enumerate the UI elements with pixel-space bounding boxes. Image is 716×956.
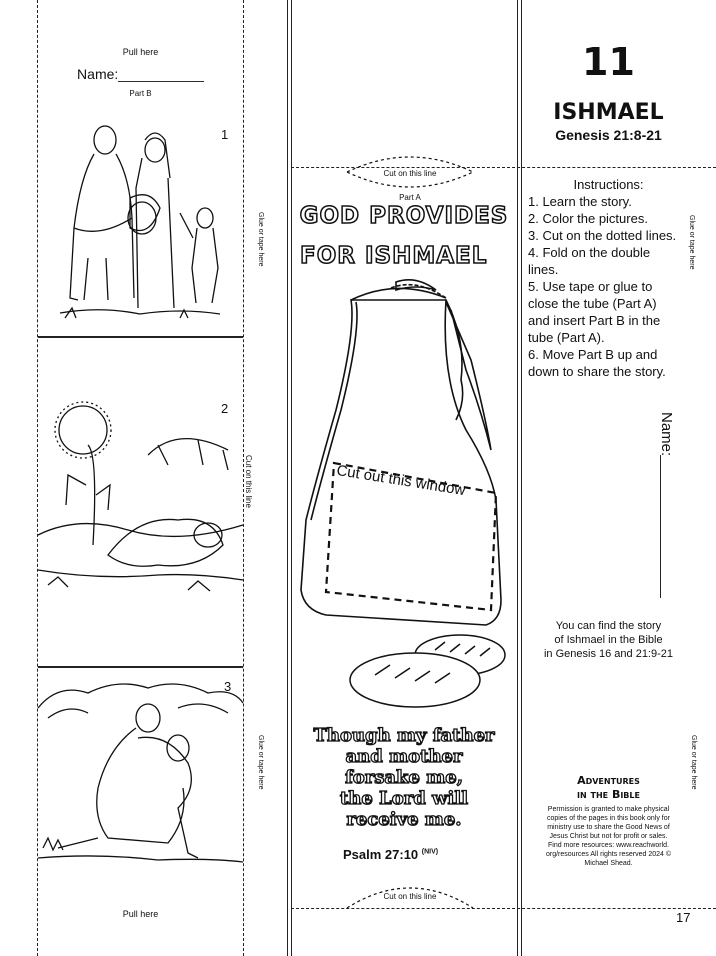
part-b-name-field: Name:___________: [77, 66, 204, 82]
verse-line-5: receive me.: [346, 809, 462, 830]
cut-line-label: Cut on this line: [244, 455, 253, 508]
find-story-line-1: You can find the story: [555, 620, 662, 632]
page-number: 17: [676, 910, 691, 925]
title-line-2: FOR ISHMAEL: [300, 243, 488, 269]
glue-here-label-1: Glue or tape here: [257, 212, 264, 267]
cover-glue-top-label: Glue or tape here: [688, 215, 695, 270]
glue-here-label-2: Glue or tape here: [257, 735, 264, 790]
instructions-list: [528, 193, 693, 380]
pull-here-top: Pull here: [122, 47, 159, 57]
memory-verse: [291, 725, 517, 830]
instruction-5d: tube (Part A).: [528, 330, 605, 345]
fold-line-left-1: [287, 0, 288, 956]
brand-line-1: Adventures: [577, 774, 640, 787]
instruction-6a: 6. Move Part B up and: [528, 347, 658, 362]
instruction-5b: close the tube (Part A): [528, 296, 657, 311]
part-a-cut-top-label: Cut on this line: [383, 169, 437, 178]
panel-divider-1: [38, 336, 243, 338]
verse-line-1: Though my father: [313, 725, 495, 746]
verse-line-2: and mother: [345, 746, 463, 767]
panel-number-2: 2: [221, 401, 229, 416]
cut-out-window-label: Cut out this window: [335, 462, 467, 500]
part-a-cut-bottom-label: Cut on this line: [383, 892, 437, 901]
panel-number-3: 3: [224, 679, 232, 694]
part-a-label: Part A: [399, 193, 421, 202]
hagar-embracing-ishmael-illustration: [38, 678, 243, 873]
panel-number-1: 1: [221, 127, 229, 142]
cover-title: ISHMAEL: [553, 100, 664, 125]
permission-line-5: Find more resources: www.reachworld.: [548, 842, 669, 849]
cover-name-label: Name:: [658, 412, 675, 457]
find-the-story: [521, 619, 696, 661]
panel-divider-2: [38, 666, 243, 668]
part-b-label: Part B: [129, 89, 152, 98]
permission-line-1: Permission is granted to make physical: [547, 806, 670, 813]
verse-version: (NIV): [421, 848, 439, 856]
bread-loaves-illustration: [345, 620, 510, 715]
instruction-5c: and insert Part B in the: [528, 313, 661, 328]
find-story-line-2: of Ishmael in the Bible: [554, 634, 663, 646]
pull-here-bottom: Pull here: [122, 909, 159, 919]
permission-line-2: copies of the pages in this book only for: [547, 815, 670, 822]
instruction-3: 3. Cut on the dotted lines.: [528, 228, 677, 243]
permission-notice: [526, 805, 691, 868]
brand-line-2: in the Bible: [577, 788, 640, 801]
instruction-1: 1. Learn the story.: [528, 194, 632, 209]
permission-line-4: Jesus Christ but not for profit or sales.: [549, 833, 668, 840]
permission-line-7: Michael Shead.: [584, 860, 633, 867]
instructions-heading: Instructions:: [573, 177, 644, 192]
verse-reference: [343, 847, 438, 862]
cover-glue-bottom-label: Glue or tape here: [690, 735, 697, 790]
verse-ref-text: Psalm 27:10: [343, 847, 419, 862]
instruction-2: 2. Color the pictures.: [528, 211, 648, 226]
abraham-family-illustration: [60, 118, 220, 328]
verse-line-3: forsake me,: [345, 767, 463, 788]
title-line-1: GOD PROVIDES: [299, 203, 509, 229]
permission-line-3: ministry use to share the Good News of: [547, 824, 670, 831]
instruction-4a: 4. Fold on the double: [528, 245, 651, 260]
lesson-number: 11: [582, 40, 635, 84]
find-story-line-3: in Genesis 16 and 21:9-21: [543, 648, 674, 660]
bottom-cut-arc: [345, 878, 475, 928]
fold-line-right-1: [517, 0, 518, 956]
water-skin-illustration: [296, 270, 516, 650]
instruction-6b: down to share the story.: [528, 364, 666, 379]
instruction-4b: lines.: [528, 262, 559, 277]
instruction-5a: 5. Use tape or glue to: [528, 279, 653, 294]
cover-name-line: [660, 455, 661, 598]
verse-line-4: the Lord will: [339, 788, 469, 809]
fold-line-right-2: [521, 0, 522, 956]
hagar-and-ishmael-desert-illustration: [38, 395, 243, 595]
permission-line-6: org/resources All rights reserved 2024 ©: [546, 851, 671, 858]
publisher-logo: [521, 774, 696, 802]
cover-reference: Genesis 21:8-21: [555, 127, 662, 143]
